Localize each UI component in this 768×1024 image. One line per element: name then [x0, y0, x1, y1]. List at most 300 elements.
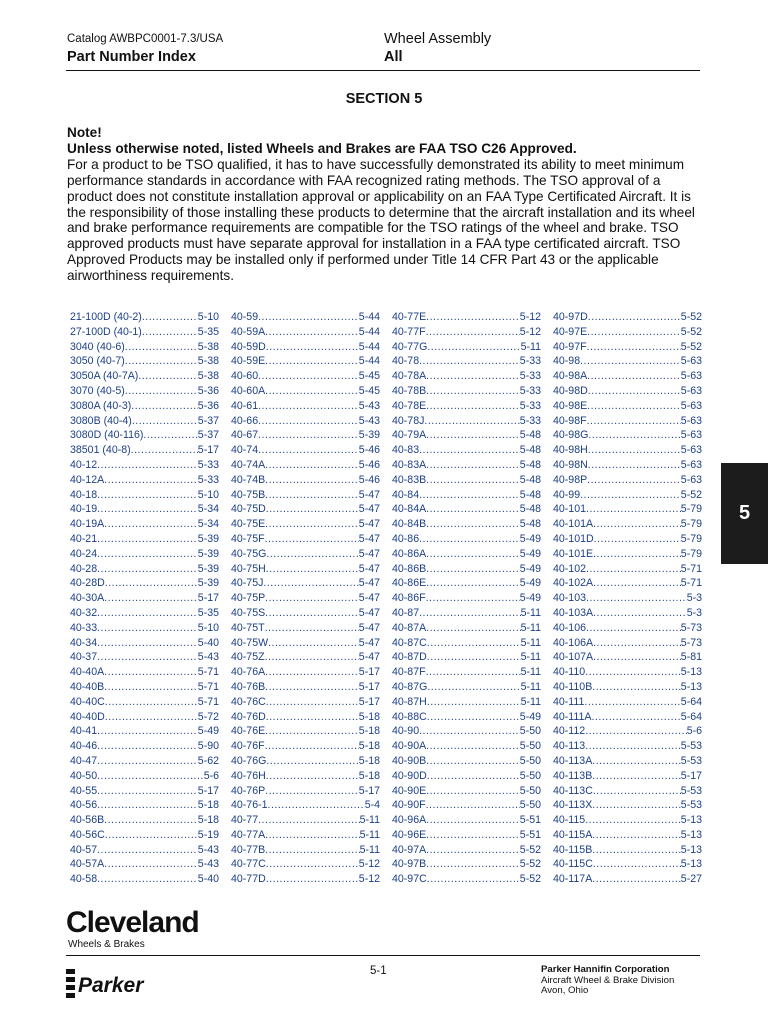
page-reference[interactable]: 5-33: [519, 384, 541, 397]
page-reference[interactable]: 5-34: [197, 518, 219, 531]
index-row[interactable]: [70, 444, 219, 459]
index-row[interactable]: [70, 429, 219, 444]
page-reference[interactable]: 5-71: [680, 562, 702, 575]
page-reference[interactable]: 5-13: [680, 666, 702, 679]
page-reference[interactable]: 5-12: [358, 873, 380, 886]
page-reference[interactable]: 5-53: [680, 799, 702, 812]
page-reference[interactable]: 5-49: [519, 562, 541, 575]
page-reference[interactable]: 5-27: [680, 873, 702, 886]
index-row[interactable]: [231, 459, 380, 474]
index-row[interactable]: [70, 563, 219, 578]
page-reference[interactable]: 5-48: [519, 488, 541, 501]
index-row[interactable]: [231, 429, 380, 444]
page-reference[interactable]: 5-11: [359, 843, 380, 856]
page-reference[interactable]: 5-39: [358, 429, 380, 442]
page-reference[interactable]: 5-50: [519, 784, 541, 797]
index-row[interactable]: [231, 577, 380, 592]
index-row[interactable]: [70, 844, 219, 859]
page-reference[interactable]: 5-52: [519, 843, 541, 856]
page-reference[interactable]: 5-17: [680, 769, 702, 782]
page-reference[interactable]: 5-64: [680, 695, 702, 708]
page-reference[interactable]: 5-11: [359, 814, 380, 827]
page-reference[interactable]: 5-33: [519, 370, 541, 383]
page-reference[interactable]: 5-17: [358, 784, 380, 797]
page-reference[interactable]: 5-35: [197, 606, 219, 619]
page-reference[interactable]: 5-79: [680, 532, 702, 545]
index-row[interactable]: [553, 785, 702, 800]
index-row[interactable]: [553, 548, 702, 563]
page-reference[interactable]: 5-17: [358, 695, 380, 708]
page-reference[interactable]: 5-63: [680, 444, 702, 457]
index-row[interactable]: [231, 489, 380, 504]
index-row[interactable]: [231, 607, 380, 622]
index-row[interactable]: [553, 400, 702, 415]
index-row[interactable]: [70, 400, 219, 415]
page-reference[interactable]: 5-50: [519, 725, 541, 738]
page-reference[interactable]: 5-63: [680, 473, 702, 486]
page-reference[interactable]: 5-47: [358, 636, 380, 649]
page-reference[interactable]: 5-71: [197, 695, 219, 708]
page-reference[interactable]: 5-63: [680, 370, 702, 383]
page-reference[interactable]: 5-12: [358, 858, 380, 871]
index-row[interactable]: [553, 489, 702, 504]
page-reference[interactable]: 5-47: [358, 488, 380, 501]
page-reference[interactable]: 5-44: [358, 340, 380, 353]
index-row[interactable]: [392, 637, 541, 652]
index-row[interactable]: [553, 814, 702, 829]
index-row[interactable]: [392, 548, 541, 563]
index-row[interactable]: [231, 370, 380, 385]
index-row[interactable]: [231, 844, 380, 859]
page-reference[interactable]: 5-11: [520, 340, 541, 353]
index-row[interactable]: [231, 829, 380, 844]
index-row[interactable]: [392, 666, 541, 681]
page-reference[interactable]: 5-37: [197, 414, 219, 427]
page-reference[interactable]: 5-71: [680, 577, 702, 590]
page-reference[interactable]: 5-39: [197, 532, 219, 545]
page-reference[interactable]: 5-17: [358, 666, 380, 679]
page-reference[interactable]: 5-34: [197, 503, 219, 516]
page-reference[interactable]: 5-46: [358, 473, 380, 486]
index-row[interactable]: [392, 711, 541, 726]
page-reference[interactable]: 5-17: [358, 680, 380, 693]
index-row[interactable]: [553, 829, 702, 844]
page-reference[interactable]: 5-63: [680, 429, 702, 442]
index-row[interactable]: [392, 844, 541, 859]
index-row[interactable]: [553, 444, 702, 459]
index-row[interactable]: [553, 725, 702, 740]
page-reference[interactable]: 5-18: [358, 740, 380, 753]
index-row[interactable]: [231, 341, 380, 356]
index-row[interactable]: [553, 844, 702, 859]
page-reference[interactable]: 5-39: [197, 562, 219, 575]
page-reference[interactable]: 5-49: [519, 710, 541, 723]
index-row[interactable]: [553, 370, 702, 385]
index-row[interactable]: [553, 385, 702, 400]
page-reference[interactable]: 5-45: [358, 370, 380, 383]
page-reference[interactable]: 5-18: [358, 725, 380, 738]
page-reference[interactable]: 5-18: [358, 710, 380, 723]
page-reference[interactable]: 5-13: [680, 843, 702, 856]
page-reference[interactable]: 5-33: [197, 473, 219, 486]
index-row[interactable]: [70, 503, 219, 518]
page-reference[interactable]: 5-53: [680, 740, 702, 753]
index-row[interactable]: [70, 873, 219, 888]
index-row[interactable]: [392, 429, 541, 444]
page-reference[interactable]: 5-33: [519, 414, 541, 427]
index-row[interactable]: [70, 637, 219, 652]
page-reference[interactable]: 5-3: [686, 606, 702, 619]
index-row[interactable]: [70, 355, 219, 370]
index-row[interactable]: [553, 311, 702, 326]
index-row[interactable]: [392, 725, 541, 740]
index-row[interactable]: [231, 326, 380, 341]
page-reference[interactable]: 5-43: [358, 399, 380, 412]
index-row[interactable]: [553, 592, 702, 607]
page-reference[interactable]: 5-44: [358, 355, 380, 368]
index-row[interactable]: [553, 326, 702, 341]
index-row[interactable]: [553, 503, 702, 518]
page-reference[interactable]: 5-62: [197, 754, 219, 767]
page-reference[interactable]: 5-39: [197, 577, 219, 590]
index-row[interactable]: [70, 370, 219, 385]
index-row[interactable]: [553, 858, 702, 873]
page-reference[interactable]: 5-79: [680, 503, 702, 516]
index-row[interactable]: [70, 415, 219, 430]
page-reference[interactable]: 5-47: [358, 606, 380, 619]
index-row[interactable]: [553, 666, 702, 681]
index-row[interactable]: [392, 681, 541, 696]
index-row[interactable]: [392, 370, 541, 385]
page-reference[interactable]: 5-73: [680, 621, 702, 634]
index-row[interactable]: [70, 592, 219, 607]
page-reference[interactable]: 5-11: [520, 636, 541, 649]
index-row[interactable]: [553, 696, 702, 711]
page-reference[interactable]: 5-64: [680, 710, 702, 723]
index-row[interactable]: [231, 873, 380, 888]
index-row[interactable]: [70, 858, 219, 873]
page-reference[interactable]: 5-48: [519, 429, 541, 442]
index-row[interactable]: [70, 622, 219, 637]
page-reference[interactable]: 5-47: [358, 562, 380, 575]
page-reference[interactable]: 5-47: [358, 547, 380, 560]
index-row[interactable]: [553, 622, 702, 637]
page-reference[interactable]: 5-46: [358, 444, 380, 457]
index-row[interactable]: [553, 799, 702, 814]
page-reference[interactable]: 5-11: [520, 606, 541, 619]
page-reference[interactable]: 5-43: [197, 843, 219, 856]
page-reference[interactable]: 5-73: [680, 636, 702, 649]
page-reference[interactable]: 5-11: [520, 680, 541, 693]
page-reference[interactable]: 5-47: [358, 621, 380, 634]
page-reference[interactable]: 5-13: [680, 828, 702, 841]
index-row[interactable]: [70, 577, 219, 592]
index-row[interactable]: [231, 696, 380, 711]
page-reference[interactable]: 5-17: [197, 444, 219, 457]
page-reference[interactable]: 5-35: [197, 325, 219, 338]
index-row[interactable]: [231, 400, 380, 415]
page-reference[interactable]: 5-49: [519, 592, 541, 605]
index-row[interactable]: [553, 429, 702, 444]
page-reference[interactable]: 5-63: [680, 414, 702, 427]
index-row[interactable]: [231, 814, 380, 829]
index-row[interactable]: [392, 799, 541, 814]
index-row[interactable]: [392, 341, 541, 356]
page-reference[interactable]: 5-12: [519, 325, 541, 338]
page-reference[interactable]: 5-63: [680, 458, 702, 471]
page-reference[interactable]: 5-4: [364, 799, 380, 812]
index-row[interactable]: [231, 637, 380, 652]
index-row[interactable]: [231, 651, 380, 666]
page-reference[interactable]: 5-12: [519, 311, 541, 323]
page-reference[interactable]: 5-72: [197, 710, 219, 723]
page-reference[interactable]: 5-52: [680, 325, 702, 338]
index-row[interactable]: [553, 637, 702, 652]
page-reference[interactable]: 5-6: [686, 725, 702, 738]
page-reference[interactable]: 5-48: [519, 444, 541, 457]
page-reference[interactable]: 5-53: [680, 784, 702, 797]
page-reference[interactable]: 5-52: [680, 311, 702, 323]
page-reference[interactable]: 5-63: [680, 384, 702, 397]
page-reference[interactable]: 5-48: [519, 518, 541, 531]
index-row[interactable]: [231, 785, 380, 800]
page-reference[interactable]: 5-52: [680, 488, 702, 501]
page-reference[interactable]: 5-10: [197, 621, 219, 634]
index-row[interactable]: [392, 415, 541, 430]
page-reference[interactable]: 5-63: [680, 399, 702, 412]
page-reference[interactable]: 5-44: [358, 325, 380, 338]
index-row[interactable]: [392, 459, 541, 474]
index-row[interactable]: [392, 385, 541, 400]
index-row[interactable]: [553, 355, 702, 370]
page-reference[interactable]: 5-43: [197, 651, 219, 664]
index-row[interactable]: [70, 311, 219, 326]
index-row[interactable]: [392, 740, 541, 755]
page-reference[interactable]: 5-40: [197, 636, 219, 649]
index-row[interactable]: [392, 785, 541, 800]
index-row[interactable]: [231, 355, 380, 370]
index-row[interactable]: [231, 518, 380, 533]
index-row[interactable]: [70, 489, 219, 504]
page-reference[interactable]: 5-10: [197, 311, 219, 323]
index-row[interactable]: [231, 548, 380, 563]
index-row[interactable]: [553, 711, 702, 726]
page-reference[interactable]: 5-11: [520, 651, 541, 664]
page-reference[interactable]: 5-11: [520, 666, 541, 679]
index-row[interactable]: [70, 548, 219, 563]
page-reference[interactable]: 5-48: [519, 458, 541, 471]
page-reference[interactable]: 5-90: [197, 740, 219, 753]
page-reference[interactable]: 5-47: [358, 651, 380, 664]
index-row[interactable]: [70, 814, 219, 829]
page-reference[interactable]: 5-47: [358, 503, 380, 516]
page-reference[interactable]: 5-10: [197, 488, 219, 501]
page-reference[interactable]: 5-3: [686, 592, 702, 605]
index-row[interactable]: [70, 651, 219, 666]
page-reference[interactable]: 5-49: [197, 725, 219, 738]
index-row[interactable]: [553, 873, 702, 888]
page-reference[interactable]: 5-18: [197, 814, 219, 827]
page-reference[interactable]: 5-79: [680, 547, 702, 560]
index-row[interactable]: [392, 533, 541, 548]
index-row[interactable]: [70, 696, 219, 711]
page-reference[interactable]: 5-36: [197, 384, 219, 397]
index-row[interactable]: [553, 740, 702, 755]
index-row[interactable]: [70, 740, 219, 755]
page-reference[interactable]: 5-51: [519, 828, 541, 841]
page-reference[interactable]: 5-53: [680, 754, 702, 767]
index-row[interactable]: [231, 740, 380, 755]
page-reference[interactable]: 5-46: [358, 458, 380, 471]
page-reference[interactable]: 5-38: [197, 370, 219, 383]
index-row[interactable]: [231, 858, 380, 873]
page-reference[interactable]: 5-49: [519, 547, 541, 560]
page-reference[interactable]: 5-17: [197, 592, 219, 605]
index-row[interactable]: [231, 533, 380, 548]
index-row[interactable]: [70, 607, 219, 622]
index-row[interactable]: [70, 829, 219, 844]
index-row[interactable]: [231, 444, 380, 459]
page-reference[interactable]: 5-36: [197, 399, 219, 412]
page-reference[interactable]: 5-17: [197, 784, 219, 797]
index-row[interactable]: [392, 858, 541, 873]
page-reference[interactable]: 5-79: [680, 518, 702, 531]
index-row[interactable]: [231, 622, 380, 637]
index-row[interactable]: [231, 681, 380, 696]
page-reference[interactable]: 5-48: [519, 473, 541, 486]
page-reference[interactable]: 5-71: [197, 666, 219, 679]
index-row[interactable]: [553, 474, 702, 489]
index-row[interactable]: [392, 829, 541, 844]
page-reference[interactable]: 5-38: [197, 355, 219, 368]
index-row[interactable]: [231, 799, 380, 814]
page-reference[interactable]: 5-81: [680, 651, 702, 664]
index-row[interactable]: [392, 326, 541, 341]
index-row[interactable]: [553, 341, 702, 356]
index-row[interactable]: [553, 459, 702, 474]
page-reference[interactable]: 5-18: [358, 754, 380, 767]
page-reference[interactable]: 5-50: [519, 740, 541, 753]
page-reference[interactable]: 5-13: [680, 858, 702, 871]
index-row[interactable]: [231, 385, 380, 400]
page-reference[interactable]: 5-18: [197, 799, 219, 812]
index-row[interactable]: [231, 755, 380, 770]
page-reference[interactable]: 5-51: [519, 814, 541, 827]
page-reference[interactable]: 5-13: [680, 680, 702, 693]
page-reference[interactable]: 5-33: [197, 458, 219, 471]
index-row[interactable]: [70, 770, 219, 785]
index-row[interactable]: [70, 711, 219, 726]
page-reference[interactable]: 5-52: [680, 340, 702, 353]
index-row[interactable]: [392, 355, 541, 370]
index-row[interactable]: [553, 533, 702, 548]
index-row[interactable]: [70, 785, 219, 800]
page-reference[interactable]: 5-45: [358, 384, 380, 397]
index-row[interactable]: [70, 385, 219, 400]
page-reference[interactable]: 5-18: [358, 769, 380, 782]
page-reference[interactable]: 5-49: [519, 577, 541, 590]
index-row[interactable]: [231, 563, 380, 578]
index-row[interactable]: [70, 681, 219, 696]
index-row[interactable]: [70, 326, 219, 341]
index-row[interactable]: [231, 311, 380, 326]
page-reference[interactable]: 5-52: [519, 873, 541, 886]
index-row[interactable]: [553, 577, 702, 592]
index-row[interactable]: [70, 341, 219, 356]
page-reference[interactable]: 5-33: [519, 355, 541, 368]
page-reference[interactable]: 5-13: [680, 814, 702, 827]
index-row[interactable]: [392, 518, 541, 533]
page-reference[interactable]: 5-47: [358, 577, 380, 590]
index-row[interactable]: [231, 503, 380, 518]
index-row[interactable]: [70, 799, 219, 814]
index-row[interactable]: [392, 577, 541, 592]
index-row[interactable]: [231, 666, 380, 681]
page-reference[interactable]: 5-44: [358, 311, 380, 323]
page-reference[interactable]: 5-48: [519, 503, 541, 516]
index-row[interactable]: [553, 607, 702, 622]
index-row[interactable]: [392, 607, 541, 622]
index-row[interactable]: [553, 755, 702, 770]
index-row[interactable]: [553, 770, 702, 785]
page-reference[interactable]: 5-43: [197, 858, 219, 871]
index-row[interactable]: [553, 518, 702, 533]
index-row[interactable]: [392, 563, 541, 578]
page-reference[interactable]: 5-47: [358, 592, 380, 605]
index-row[interactable]: [553, 681, 702, 696]
index-row[interactable]: [70, 666, 219, 681]
index-row[interactable]: [392, 770, 541, 785]
index-row[interactable]: [553, 415, 702, 430]
page-reference[interactable]: 5-33: [519, 399, 541, 412]
section-tab[interactable]: 5: [721, 463, 768, 564]
page-reference[interactable]: 5-19: [197, 828, 219, 841]
page-reference[interactable]: 5-50: [519, 799, 541, 812]
index-row[interactable]: [392, 592, 541, 607]
page-reference[interactable]: 5-71: [197, 680, 219, 693]
index-row[interactable]: [392, 651, 541, 666]
index-row[interactable]: [392, 755, 541, 770]
page-reference[interactable]: 5-49: [519, 532, 541, 545]
page-reference[interactable]: 5-37: [197, 429, 219, 442]
page-reference[interactable]: 5-63: [680, 355, 702, 368]
index-row[interactable]: [231, 415, 380, 430]
page-reference[interactable]: 5-39: [197, 547, 219, 560]
page-reference[interactable]: 5-47: [358, 518, 380, 531]
page-reference[interactable]: 5-47: [358, 532, 380, 545]
page-reference[interactable]: 5-50: [519, 754, 541, 767]
index-row[interactable]: [392, 400, 541, 415]
index-row[interactable]: [392, 474, 541, 489]
page-reference[interactable]: 5-6: [203, 769, 219, 782]
page-reference[interactable]: 5-52: [519, 858, 541, 871]
index-row[interactable]: [392, 444, 541, 459]
index-row[interactable]: [231, 711, 380, 726]
page-reference[interactable]: 5-50: [519, 769, 541, 782]
page-reference[interactable]: 5-11: [520, 695, 541, 708]
index-row[interactable]: [392, 622, 541, 637]
index-row[interactable]: [553, 563, 702, 578]
index-row[interactable]: [392, 489, 541, 504]
index-row[interactable]: [231, 725, 380, 740]
index-row[interactable]: [392, 311, 541, 326]
index-row[interactable]: [70, 755, 219, 770]
index-row[interactable]: [70, 725, 219, 740]
index-row[interactable]: [392, 814, 541, 829]
page-reference[interactable]: 5-11: [520, 621, 541, 634]
index-row[interactable]: [392, 696, 541, 711]
page-reference[interactable]: 5-43: [358, 414, 380, 427]
